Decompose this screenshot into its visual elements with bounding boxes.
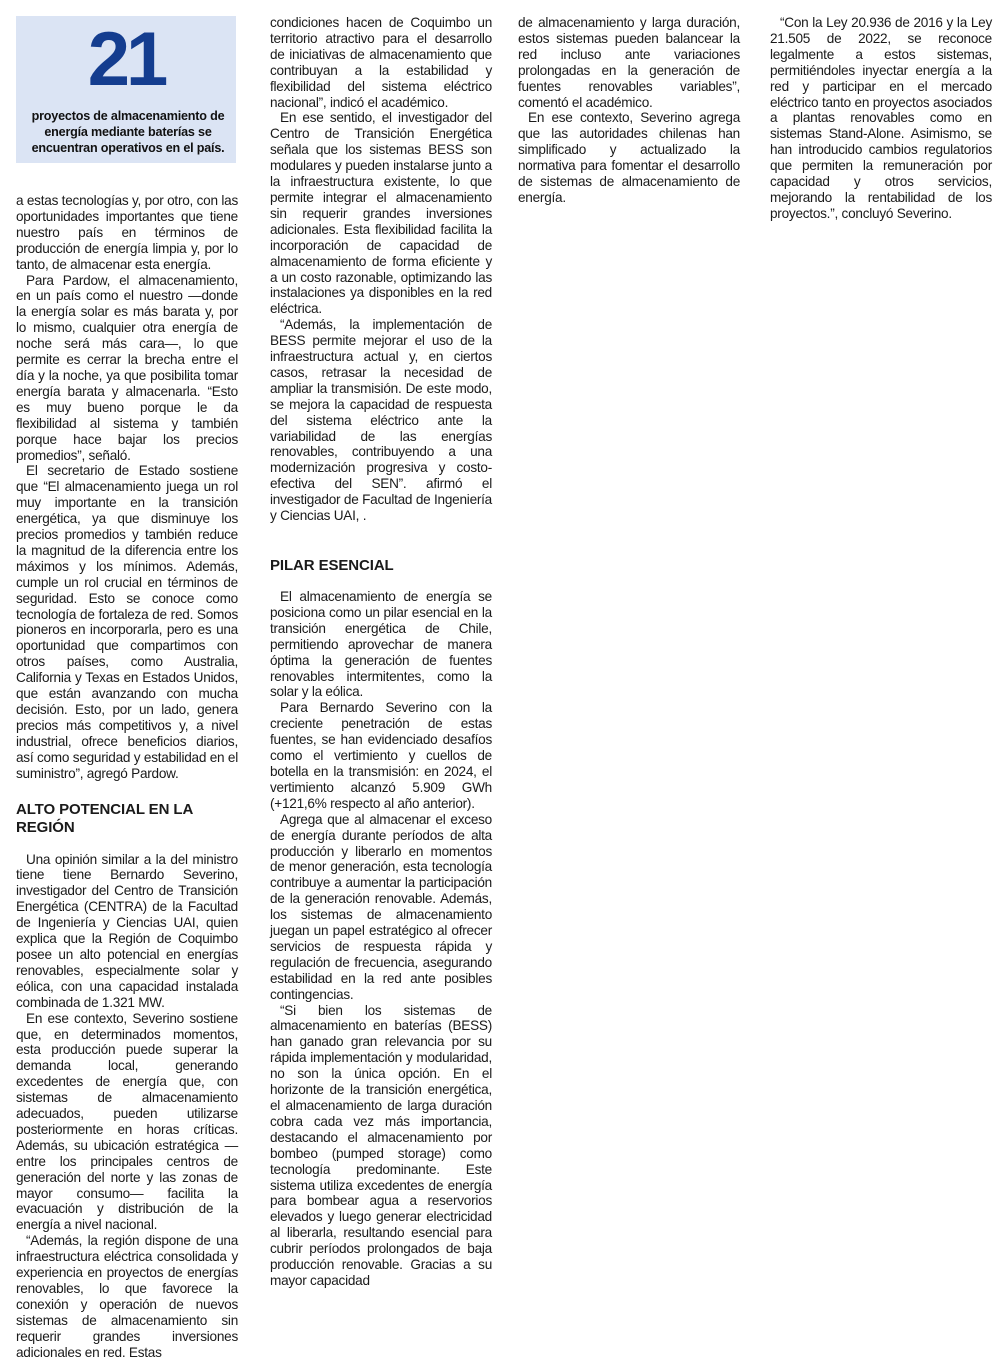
article-column-1 [16, 193, 238, 1360]
paragraph: condiciones hacen de Coquimbo un territorio atractivo para el desarrollo de iniciativas de almacenamiento que contribuyan a la estabilidad y flexibilidad del sistema eléctrico nacional”, indicó el académico. [270, 15, 492, 110]
paragraph: El secretario de Estado sostiene que “El almacenamiento juega un rol muy importante en la transición energética, ya que disminuye los precios promedios y también reduce la magnitud de la diferencia entre los máximos y los mínimos. Además, cumple un rol crucial en términos de seguridad. Esto se conoce como tecnología de fortaleza de red. Somos pioneros en incorporarla, pero es una oportunidad que compartimos con otros países, como Australia, California y Texas en Estados Unidos, que están avanzando con mucha decisión. Esto, por un lado, genera precios más competitivos y, a nivel industrial, ofrece beneficios diarios, así como seguridad y estabilidad en el suministro”, agregó Pardow. [16, 463, 238, 781]
paragraph: de almacenamiento y larga duración, estos sistemas pueden balancear la red incluso ante variaciones prolongadas en la generación de fuentes renovables variables”, comentó el académico. [518, 15, 740, 110]
section-subhead: PILAR ESENCIAL [270, 557, 394, 574]
paragraph: a estas tecnologías y, por otro, con las oportunidades importantes que tiene nuestro país en términos de producción de energía limpia y, por lo tanto, de almacenar esta energía. [16, 193, 238, 272]
paragraph: En ese contexto, Severino agrega que las autoridades chilenas han simplificado y actualizado la normativa para fomentar el desarrollo de sistemas de almacenamiento de energía. [518, 110, 740, 205]
stat-callout-box [16, 16, 236, 163]
article-column-3 [518, 15, 740, 215]
article-column-2 [270, 15, 492, 1295]
section-subhead: ALTO POTENCIAL EN LA REGIÓN [16, 800, 193, 836]
article-column-4 [770, 15, 992, 221]
paragraph: En ese contexto, Severino sostiene que, en determinados momentos, esta producción puede superar la demanda local, generando excedentes de energía que, con sistemas de almacenamiento adecuados, pueden utilizarse posteriormente en horas críticas. Además, su ubicación estratégica —entre los principales centros de generación del norte y las zonas de mayor consumo— facilita la evacuación y distribución de la energía a nivel nacional. [16, 1010, 238, 1233]
paragraph: En ese sentido, el investigador del Centro de Transición Energética señala que los sistemas BESS son modulares y pueden instalarse junto a la infraestructura existente, lo que permite integrar el almacenamiento sin requerir grandes inversiones adicionales. Esta flexibilidad facilita la incorporación de capacidad de almacenamiento de forma eficiente y a un costo razonable, optimizando las instalaciones ya disponibles en la red eléctrica. [270, 110, 492, 317]
paragraph: Para Pardow, el almacenamiento, en un país como el nuestro —donde la energía solar es más barata y, por lo mismo, cualquier otra energía de noche será más cara—, lo que permite es cerrar la brecha entre el día y la noche, ya que posibilita tomar energía barata y almacenarla. “Esto es muy bueno porque le da flexibilidad al sistema y también porque hace bajar los precios promedios”, señaló. [16, 272, 238, 463]
stat-callout-caption: proyectos de almacenamiento de energía mediante baterías se encuentran operativos en el país. [31, 109, 225, 155]
stat-callout-number: 21 [87, 17, 165, 102]
paragraph: “Con la Ley 20.936 de 2016 y la Ley 21.505 de 2022, se reconoce legalmente a estos sistemas, permitiéndoles inyectar energía a la red y participar en el mercado eléctrico tanto en proyectos asociados a plantas renovables como en sistemas Stand-Alone. Asimismo, se han introducido cambios regulatorios que permiten la remuneración por capacidad y otros servicios, mejorando la rentabilidad de los proyectos.”, concluyó Severino. [770, 15, 992, 221]
paragraph: Una opinión similar a la del ministro tiene tiene Bernardo Severino, investigador del Centro de Transición Energética (CENTRA) de la Facultad de Ingeniería y Ciencias UAI, quien explica que la Región de Coquimbo posee un alto potencial en energías renovables, especialmente solar y eólica, con una capacidad instalada combinada de 1.321 MW. [16, 851, 238, 1010]
paragraph: “Si bien los sistemas de almacenamiento en baterías (BESS) han ganado gran relevancia por su rápida implementación y modularidad, no son la única opción. En el horizonte de la transición energética, el almacenamiento de larga duración cobra cada vez más importancia, destacando el almacenamiento por bombeo (pumped storage) como tecnología predominante. Este sistema utiliza excedentes de energía para bombear agua a reservorios elevados y luego generar electricidad al liberarla, resultando esencial para cubrir períodos prolongados de baja producción renovable. Gracias a su mayor capacidad [270, 1002, 492, 1288]
paragraph: “Además, la región dispone de una infraestructura eléctrica consolidada y experiencia en proyectos de energías renovables, lo que favorece la conexión y operación de nuevos sistemas de almacenamiento sin requerir grandes inversiones adicionales en red. Estas [16, 1233, 238, 1360]
paragraph: El almacenamiento de energía se posiciona como un pilar esencial en la transición energética de Chile, permitiendo aprovechar de manera óptima la generación de fuentes renovables intermitentes, como la solar y la eólica. [270, 589, 492, 700]
paragraph: “Además, la implementación de BESS permite mejorar el uso de la infraestructura actual y, en ciertos casos, retrasar la necesidad de ampliar la transmisión. De este modo, se mejora la capacidad de respuesta del sistema eléctrico ante la variabilidad de las energías renovables, contribuyendo a una modernización progresiva y costo-efectiva del SEN”. afirmó el investigador de Facultad de Ingeniería y Ciencias UAI, . [270, 317, 492, 524]
paragraph: Agrega que al almacenar el exceso de energía durante períodos de alta producción y liberarlo en momentos de menor generación, esta tecnología contribuye a aumentar la participación de la generación renovable. Además, los sistemas de almacenamiento juegan un papel estratégico al ofrecer servicios de respuesta rápida y regulación de frecuencia, asegurando estabilidad en la red ante posibles contingencias. [270, 811, 492, 1002]
paragraph: Para Bernardo Severino con la creciente penetración de estas fuentes, se han evidenciado desafíos como el vertimiento y cuellos de botella en la transmisión: en 2024, el vertimiento alcanzó 5.909 GWh (+121,6% respecto al año anterior). [270, 700, 492, 811]
